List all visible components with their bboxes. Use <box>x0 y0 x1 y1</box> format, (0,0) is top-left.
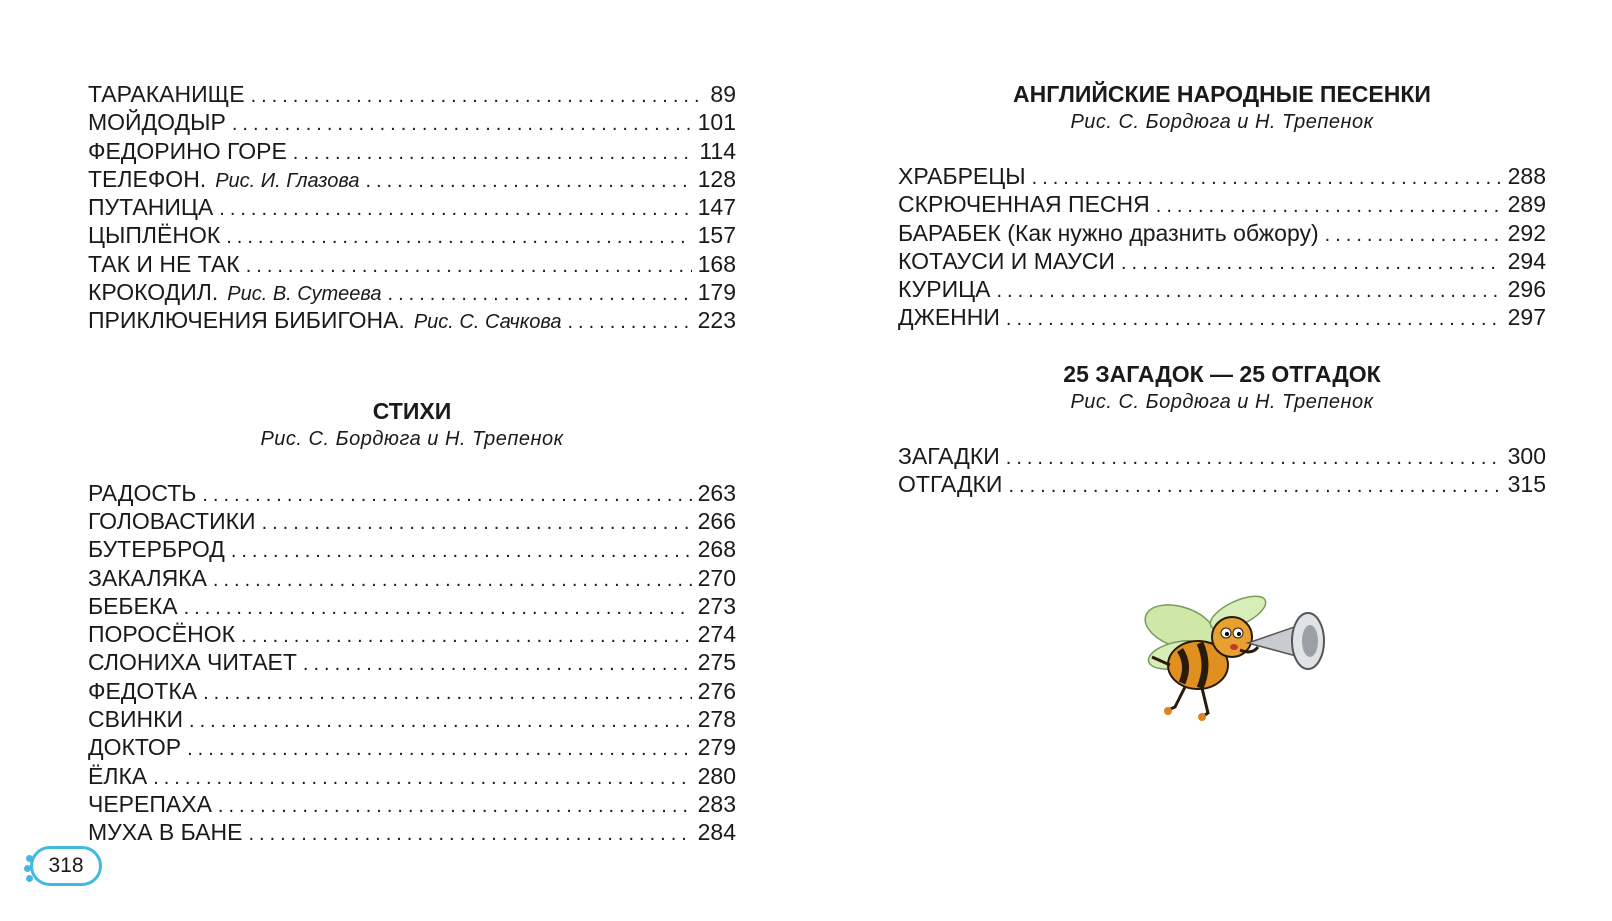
entry-title: ДОКТОР <box>88 734 182 761</box>
leader-dots <box>189 707 692 735</box>
entry-title: ХРАБРЕЦЫ <box>898 163 1026 189</box>
toc-entry[interactable] <box>88 306 736 334</box>
leader-dots <box>187 735 692 763</box>
entry-page: 89 <box>710 81 736 107</box>
entry-page: 223 <box>697 307 736 334</box>
entry-title: СКРЮЧЕННАЯ ПЕСНЯ <box>898 191 1150 218</box>
leader-dots <box>1156 192 1502 220</box>
page-number-badge <box>30 846 102 886</box>
leader-dots <box>303 650 692 678</box>
toc-entry[interactable] <box>88 648 736 676</box>
entry-illustrator: Рис. В. Сутеева <box>227 283 382 306</box>
entry-page: 114 <box>699 137 736 164</box>
entry-title: ОТГАДКИ <box>898 471 1003 498</box>
leader-dots <box>997 277 1502 305</box>
entry-title: ПОРОСЁНОК <box>88 621 236 648</box>
toc-entry[interactable] <box>898 247 1546 275</box>
leader-dots <box>219 195 691 223</box>
entry-title: КУРИЦА <box>898 276 991 303</box>
page-number: 318 <box>48 854 84 877</box>
toc-entry[interactable] <box>88 592 736 620</box>
entry-page: 147 <box>697 194 736 221</box>
toc-group-2 <box>88 479 736 847</box>
toc-right-column <box>898 80 1546 498</box>
leader-dots <box>213 566 692 594</box>
toc-entry[interactable] <box>898 190 1546 218</box>
leader-dots <box>248 820 691 848</box>
entry-illustrator: Рис. И. Глазова <box>215 169 360 192</box>
entry-title: БЕБЕКА <box>88 592 178 619</box>
leader-dots <box>226 223 691 251</box>
toc-entry[interactable] <box>88 479 736 507</box>
entry-page: 168 <box>697 250 736 277</box>
entry-title: СВИНКИ <box>88 706 184 733</box>
entry-page: 300 <box>1507 442 1546 469</box>
leader-dots <box>202 481 691 509</box>
leader-dots <box>365 167 691 195</box>
entry-page: 280 <box>697 762 736 789</box>
leader-dots <box>1006 444 1502 472</box>
toc-entry[interactable] <box>88 507 736 535</box>
entry-title: РАДОСТЬ <box>88 479 197 506</box>
toc-entry[interactable] <box>88 80 736 108</box>
leader-dots <box>184 594 692 622</box>
entry-title: ЗАКАЛЯКА <box>88 564 207 591</box>
entry-title: ДЖЕННИ <box>898 304 1000 331</box>
entry-page: 179 <box>697 279 736 306</box>
entry-title: ЗАГАДКИ <box>898 442 1000 469</box>
entry-page: 274 <box>697 621 736 648</box>
entry-page: 297 <box>1507 304 1546 331</box>
entry-title: ГОЛОВАСТИКИ <box>88 507 256 534</box>
entry-title: ЧЕРЕПАХА <box>88 790 212 817</box>
toc-entry[interactable] <box>88 733 736 761</box>
entry-title: МУХА В БАНЕ <box>88 819 243 846</box>
entry-page: 296 <box>1507 276 1546 303</box>
leader-dots <box>232 110 692 138</box>
entry-page: 284 <box>697 819 736 846</box>
leader-dots <box>251 82 705 110</box>
toc-group-4 <box>898 442 1546 499</box>
entry-page: 292 <box>1507 219 1546 246</box>
bee-with-trumpet-icon <box>1140 595 1355 740</box>
toc-entry[interactable] <box>88 165 736 193</box>
entry-title: ПРИКЛЮЧЕНИЯ БИБИГОНА. <box>88 307 405 334</box>
entry-title: ПУТАНИЦА <box>88 194 214 221</box>
leader-dots <box>1008 472 1501 500</box>
toc-entry[interactable] <box>88 193 736 221</box>
leader-dots <box>1121 249 1502 277</box>
leader-dots <box>153 764 691 792</box>
entry-title: БАРАБЕК (Как нужно дразнить обжору) <box>898 219 1319 246</box>
entry-page: 157 <box>697 222 736 249</box>
toc-entry[interactable] <box>88 620 736 648</box>
toc-group-1 <box>88 80 736 335</box>
toc-entry[interactable] <box>88 137 736 165</box>
toc-entry[interactable] <box>898 219 1546 247</box>
entry-page: 273 <box>697 592 736 619</box>
entry-page: 101 <box>697 109 736 136</box>
toc-entry[interactable] <box>88 221 736 249</box>
entry-page: 289 <box>1507 191 1546 218</box>
entry-page: 278 <box>697 706 736 733</box>
leader-dots <box>203 679 692 707</box>
entry-title: ТЕЛЕФОН. <box>88 165 207 192</box>
section-title-poems: СТИХИ <box>372 397 452 424</box>
toc-entry[interactable] <box>88 762 736 790</box>
entry-page: 283 <box>697 790 736 817</box>
leader-dots <box>1325 221 1502 249</box>
entry-title: ЁЛКА <box>88 762 148 789</box>
entry-page: 288 <box>1507 163 1546 189</box>
entry-title: КРОКОДИЛ. <box>88 279 219 306</box>
toc-entry[interactable] <box>88 818 736 846</box>
section-title-riddles: 25 ЗАГАДОК — 25 ОТГАДОК <box>1063 360 1381 387</box>
entry-page: 279 <box>697 734 736 761</box>
entry-page: 268 <box>697 536 736 563</box>
leader-dots <box>1032 164 1502 192</box>
entry-page: 263 <box>697 479 736 506</box>
entry-page: 294 <box>1507 247 1546 274</box>
toc-entry[interactable] <box>88 535 736 563</box>
leader-dots <box>218 792 692 820</box>
toc-entry[interactable] <box>88 790 736 818</box>
section-subtitle: Рис. С. Бордюга и Н. Трепенок <box>260 427 564 450</box>
toc-entry[interactable] <box>898 303 1546 331</box>
entry-title: ЦЫПЛЁНОК <box>88 222 221 249</box>
toc-entry[interactable] <box>898 275 1546 303</box>
leader-dots <box>567 308 691 336</box>
entry-title: СЛОНИХА ЧИТАЕТ <box>88 649 297 676</box>
section-title-english-songs: АНГЛИЙСКИЕ НАРОДНЫЕ ПЕСЕНКИ <box>1013 81 1431 107</box>
leader-dots <box>293 139 694 167</box>
entry-title: ФЕДОТКА <box>88 677 198 704</box>
toc-entry[interactable] <box>88 705 736 733</box>
toc-entry[interactable] <box>898 162 1546 190</box>
entry-title: МОЙДОДЫР <box>88 109 226 136</box>
entry-page: 128 <box>697 165 736 192</box>
entry-title: КОТАУСИ И МАУСИ <box>898 247 1115 274</box>
section-subtitle: Рис. С. Бордюга и Н. Трепенок <box>1070 111 1374 133</box>
entry-title: ТАРАКАНИЩЕ <box>88 81 245 107</box>
entry-page: 315 <box>1507 471 1546 498</box>
leader-dots <box>388 280 692 308</box>
toc-entry[interactable] <box>898 470 1546 498</box>
toc-entry[interactable] <box>898 442 1546 470</box>
leader-dots <box>1006 305 1502 333</box>
leader-dots <box>241 622 692 650</box>
leader-dots <box>231 537 692 565</box>
toc-entry[interactable] <box>88 564 736 592</box>
entry-page: 266 <box>697 507 736 534</box>
toc-entry[interactable] <box>88 677 736 705</box>
entry-illustrator: Рис. С. Сачкова <box>413 311 562 334</box>
entry-title: ТАК И НЕ ТАК <box>88 250 240 277</box>
leader-dots <box>262 509 692 537</box>
entry-page: 275 <box>697 649 736 676</box>
entry-title: БУТЕРБРОД <box>88 536 225 563</box>
toc-entry[interactable] <box>88 278 736 306</box>
leader-dots <box>246 252 692 280</box>
entry-page: 270 <box>697 564 736 591</box>
section-subtitle: Рис. С. Бордюга и Н. Трепенок <box>1070 390 1374 413</box>
entry-page: 276 <box>697 677 736 704</box>
toc-left-column <box>88 80 736 847</box>
toc-entry[interactable] <box>88 250 736 278</box>
toc-group-3 <box>898 162 1546 332</box>
entry-title: ФЕДОРИНО ГОРЕ <box>88 137 287 164</box>
toc-entry[interactable] <box>88 108 736 136</box>
